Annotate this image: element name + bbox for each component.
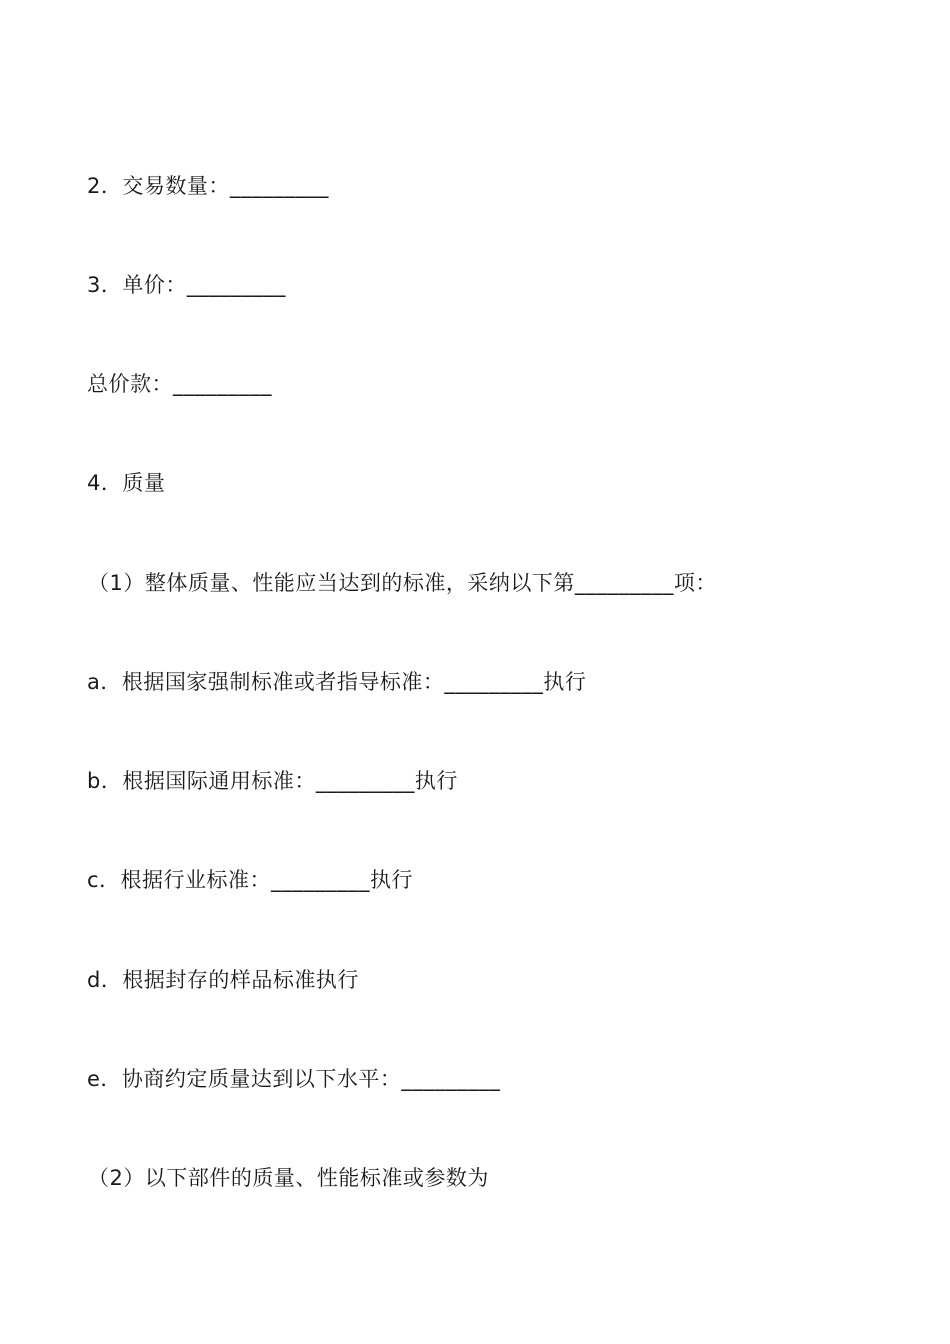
item-2-transaction-quantity: 2．交易数量：_________ [87,174,329,198]
quality-option-d: d．根据封存的样品标准执行 [87,968,359,992]
total-price: 总价款：_________ [87,372,272,396]
quality-clause-1: （1）整体质量、性能应当达到的标准，采纳以下第_________项： [88,571,717,595]
item-3-unit-price: 3．单价：_________ [87,273,286,297]
quality-option-b: b．根据国际通用标准：_________执行 [87,769,458,793]
quality-option-e: e．协商约定质量达到以下水平：_________ [87,1067,501,1091]
item-4-quality-heading: 4．质量 [87,471,166,495]
quality-clause-2: （2）以下部件的质量、性能标准或参数为 [88,1166,489,1190]
quality-option-c: c．根据行业标准：_________执行 [87,868,414,892]
quality-option-a: a．根据国家强制标准或者指导标准：_________执行 [87,670,587,694]
